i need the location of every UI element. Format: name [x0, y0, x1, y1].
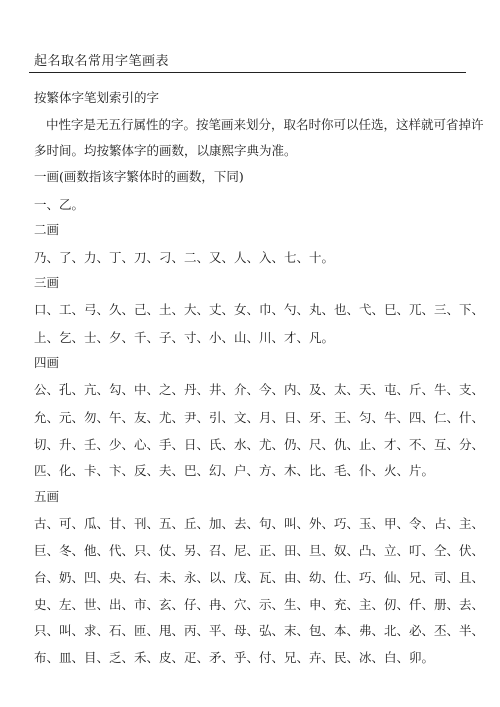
stroke-heading-2: 二画 [34, 222, 60, 237]
char-list-5-line-3: 台、奶、凹、央、右、未、永、以、戊、瓦、由、幼、仕、巧、仙、兄、司、且、 [34, 570, 485, 585]
section-heading: 按繁体字笔划索引的字 [34, 90, 160, 105]
stroke-heading-3: 三画 [34, 275, 60, 290]
char-list-4-line-3: 切、升、壬、少、心、手、日、氏、水、尤、仍、尺、仇、止、才、不、互、分、 [34, 437, 485, 452]
char-list-5-line-4: 史、左、世、出、市、玄、仔、冉、穴、示、生、申、充、主、仞、仟、册、去、 [34, 597, 485, 612]
char-list-4-line-4: 匹、化、卡、卞、反、夫、巴、幻、户、方、木、比、毛、仆、火、片。 [34, 463, 435, 478]
stroke-heading-1: 一画(画数指该字繁体时的画数，下同) [34, 169, 244, 184]
char-list-5-line-2: 巨、冬、他、代、只、仗、另、召、尼、正、田、旦、奴、凸、立、叮、仝、伏、 [34, 543, 485, 558]
char-list-4-line-2: 允、元、勿、午、友、尤、尹、引、文、月、日、牙、王、匀、牛、四、仁、什、 [34, 410, 485, 425]
char-list-3-line-2: 上、乞、士、夕、千、子、寸、小、山、川、才、凡。 [34, 330, 335, 345]
stroke-heading-4: 四画 [34, 355, 60, 370]
char-list-3-line-1: 口、工、弓、久、己、土、大、丈、女、巾、勺、丸、也、弋、巳、兀、三、下、 [34, 302, 485, 317]
char-list-1: 一、乙。 [34, 197, 85, 212]
char-list-4-line-1: 公、孔、亢、勾、中、之、丹、井、介、今、内、及、太、天、屯、斤、牛、支、 [34, 382, 485, 397]
document-title: 起名取名常用字笔画表 [34, 54, 170, 69]
char-list-5-line-1: 古、可、瓜、甘、刊、五、丘、加、去、句、叫、外、巧、玉、甲、令、占、主、 [34, 516, 485, 531]
document-header [29, 48, 466, 73]
stroke-heading-5: 五画 [34, 489, 60, 504]
intro-paragraph-line-1: 中性字是无五行属性的字。按笔画来划分，取名时你可以任选，这样就可省掉许 [46, 117, 484, 132]
char-list-5-line-5: 只、叫、求、石、匝、甩、丙、平、母、弘、末、包、本、弗、北、必、丕、半、 [34, 623, 485, 638]
intro-paragraph-line-2: 多时间。均按繁体字的画数，以康熙字典为准。 [34, 143, 297, 158]
char-list-2: 乃、了、力、丁、刀、刁、二、又、人、入、七、十。 [34, 250, 335, 265]
char-list-5-line-6: 布、皿、目、乏、禾、皮、疋、矛、乎、付、兄、卉、民、冰、白、卯。 [34, 650, 435, 665]
